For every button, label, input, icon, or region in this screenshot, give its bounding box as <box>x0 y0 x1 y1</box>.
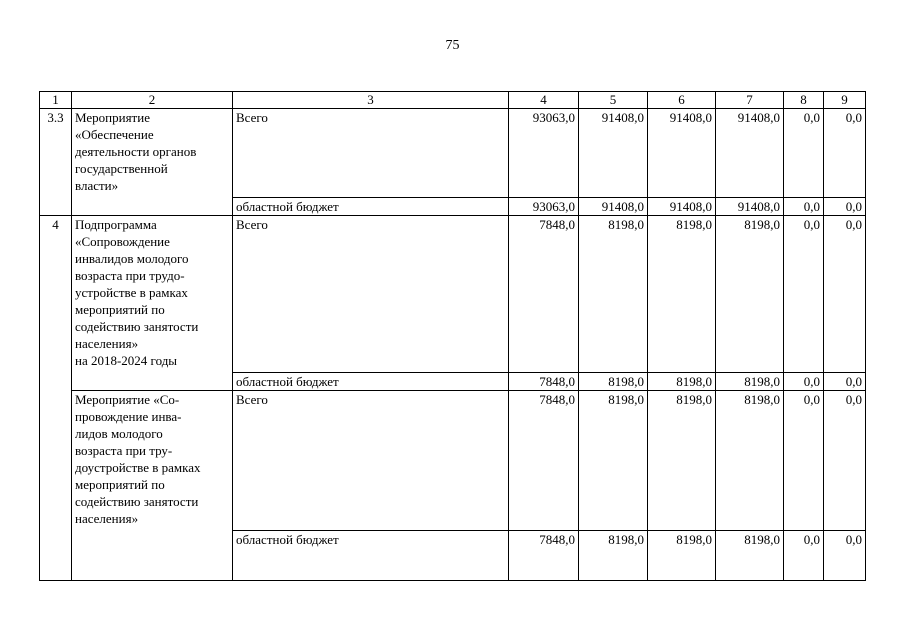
page-number: 75 <box>445 38 460 53</box>
column-header: 8 <box>784 92 824 109</box>
table-row <box>40 216 866 373</box>
funding-source: областной бюджет <box>233 198 509 216</box>
value-cell: 8198,0 <box>648 391 716 531</box>
value-cell: 0,0 <box>784 198 824 216</box>
column-header: 5 <box>579 92 648 109</box>
funding-source: Всего <box>233 109 509 198</box>
header-row <box>40 92 866 109</box>
value-cell: 0,0 <box>824 391 866 531</box>
column-header: 6 <box>648 92 716 109</box>
value-cell: 0,0 <box>824 531 866 581</box>
item-number: 4 <box>40 216 72 581</box>
value-cell: 91408,0 <box>716 198 784 216</box>
column-header: 1 <box>40 92 72 109</box>
funding-source: Всего <box>233 391 509 531</box>
funding-source: Всего <box>233 216 509 373</box>
value-cell: 91408,0 <box>579 198 648 216</box>
value-cell: 7848,0 <box>509 391 579 531</box>
value-cell: 0,0 <box>784 216 824 373</box>
value-cell: 91408,0 <box>579 109 648 198</box>
funding-source: областной бюджет <box>233 531 509 581</box>
value-cell: 93063,0 <box>509 198 579 216</box>
column-header: 7 <box>716 92 784 109</box>
value-cell: 7848,0 <box>509 373 579 391</box>
item-name: Мероприятие «Обеспечение деятельности органов государственной власти» <box>72 109 233 216</box>
item-number: 3.3 <box>40 109 72 216</box>
value-cell: 8198,0 <box>716 373 784 391</box>
value-cell: 8198,0 <box>579 531 648 581</box>
budget-table <box>39 91 866 581</box>
value-cell: 91408,0 <box>716 109 784 198</box>
item-name: Мероприятие «Со- провождение инва- лидов молодого возраста при тру- доустройстве в рамках мероприятий по содействию занятости населения» <box>72 391 233 581</box>
value-cell: 0,0 <box>784 109 824 198</box>
value-cell: 0,0 <box>824 373 866 391</box>
value-cell: 7848,0 <box>509 216 579 373</box>
value-cell: 7848,0 <box>509 531 579 581</box>
value-cell: 0,0 <box>784 391 824 531</box>
column-header: 4 <box>509 92 579 109</box>
value-cell: 91408,0 <box>648 198 716 216</box>
value-cell: 0,0 <box>824 216 866 373</box>
funding-source: областной бюджет <box>233 373 509 391</box>
column-header: 3 <box>233 92 509 109</box>
value-cell: 0,0 <box>824 198 866 216</box>
value-cell: 0,0 <box>824 109 866 198</box>
table-row <box>40 109 866 198</box>
value-cell: 93063,0 <box>509 109 579 198</box>
value-cell: 8198,0 <box>648 531 716 581</box>
value-cell: 8198,0 <box>579 216 648 373</box>
value-cell: 8198,0 <box>579 373 648 391</box>
column-header: 2 <box>72 92 233 109</box>
item-name: Подпрограмма «Сопровождение инвалидов молодого возраста при трудо- устройстве в рамках мероприятий по содействию занятости населения» на 2018-2024 годы <box>72 216 233 391</box>
table-row <box>40 391 866 531</box>
value-cell: 8198,0 <box>716 391 784 531</box>
value-cell: 8198,0 <box>648 373 716 391</box>
value-cell: 0,0 <box>784 531 824 581</box>
value-cell: 0,0 <box>784 373 824 391</box>
value-cell: 8198,0 <box>716 531 784 581</box>
value-cell: 8198,0 <box>648 216 716 373</box>
value-cell: 91408,0 <box>648 109 716 198</box>
value-cell: 8198,0 <box>579 391 648 531</box>
value-cell: 8198,0 <box>716 216 784 373</box>
column-header: 9 <box>824 92 866 109</box>
